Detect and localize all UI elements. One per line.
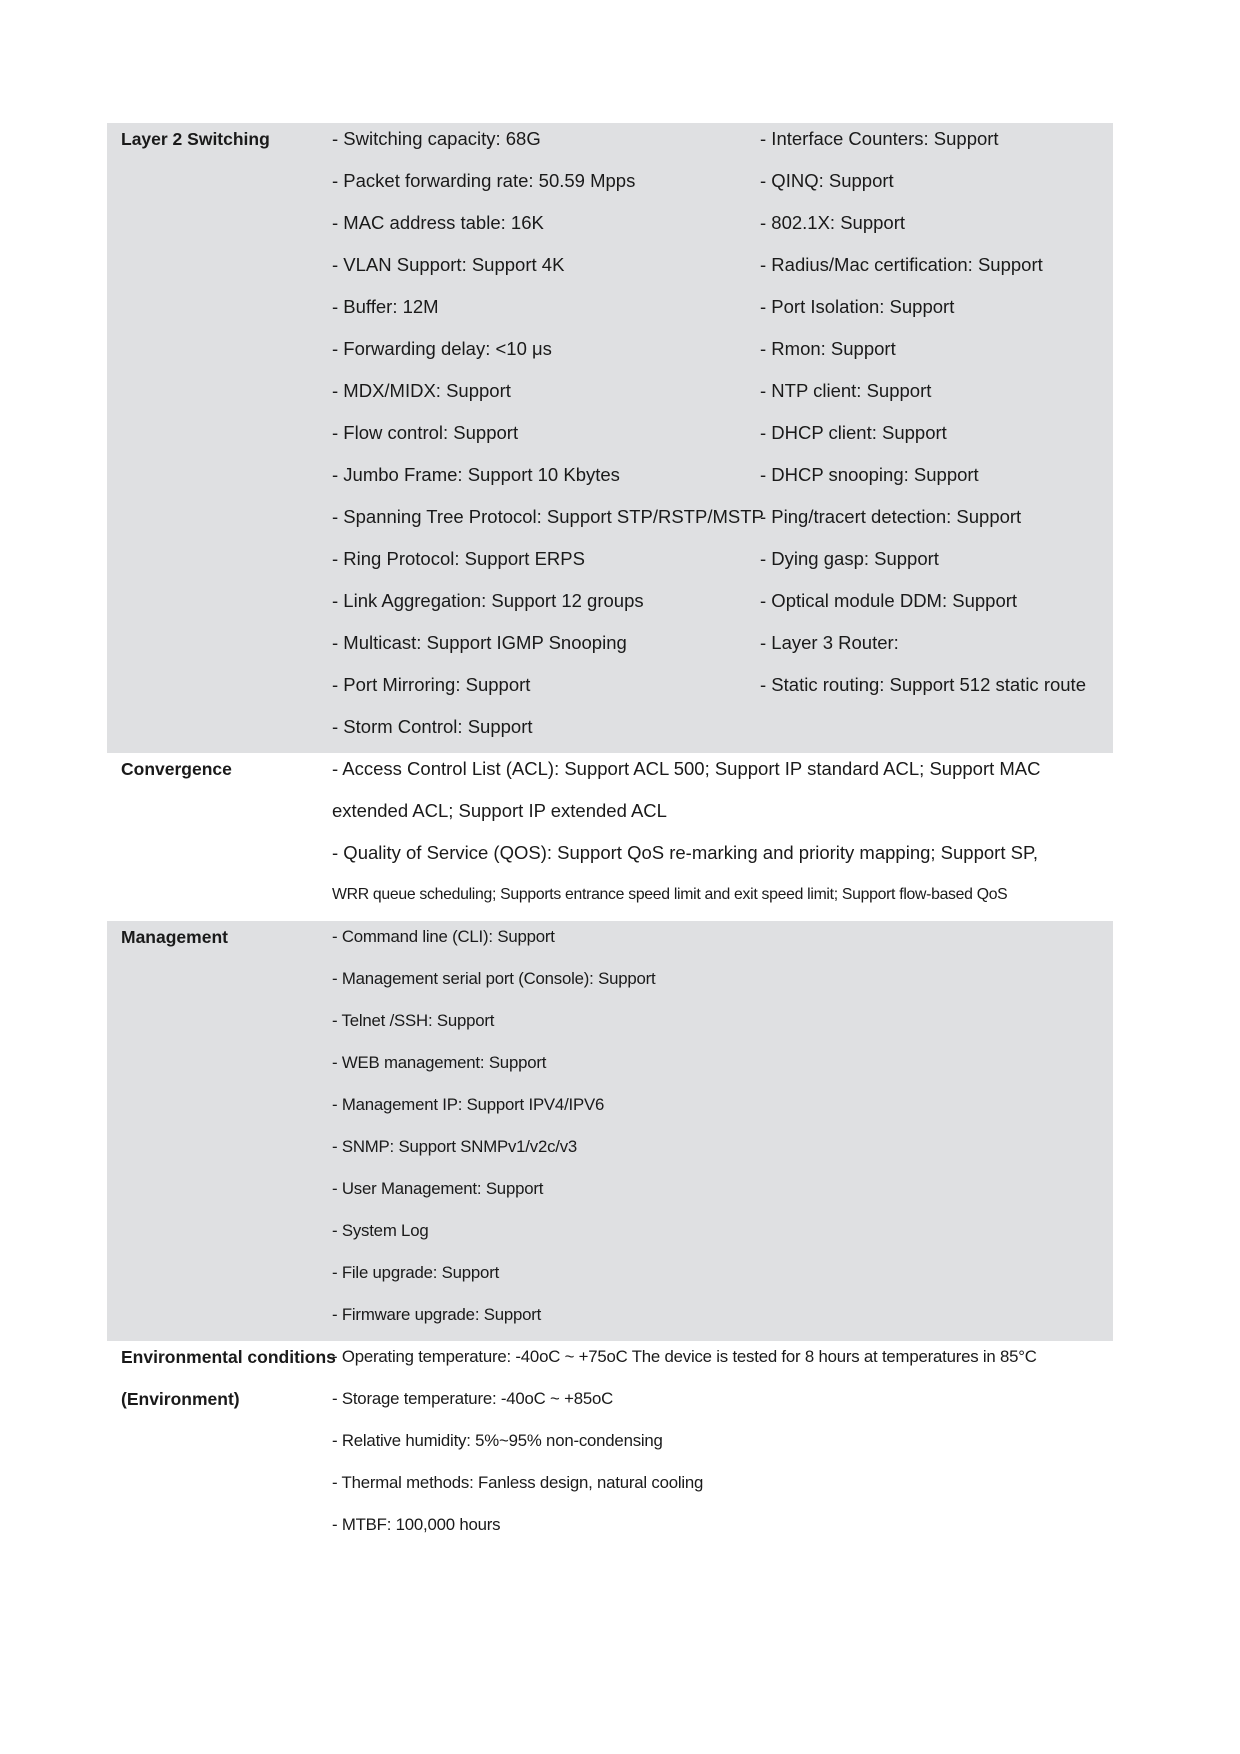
spec-item: - Spanning Tree Protocol: Support STP/RSTP/MSTP (332, 506, 764, 527)
section-environment (107, 1341, 1113, 1551)
section-content (332, 921, 1113, 1341)
spec-item: - Port Isolation: Support (760, 296, 955, 317)
spec-item: - Operating temperature: -40oC ~ +75oC The device is tested for 8 hours at temperatures in 85°C (332, 1347, 1037, 1366)
spec-item: - Multicast: Support IGMP Snooping (332, 632, 627, 653)
spec-item: - WEB management: Support (332, 1053, 547, 1072)
section-content (332, 123, 1113, 753)
section-label-line: (Environment) (121, 1389, 240, 1409)
spec-item: - Buffer: 12M (332, 296, 439, 317)
spec-item: - System Log (332, 1221, 429, 1240)
spec-item: - MTBF: 100,000 hours (332, 1515, 501, 1534)
spec-item: - Flow control: Support (332, 422, 519, 443)
spec-item: - Access Control List (ACL): Support ACL 500; Support IP standard ACL; Support MAC (332, 758, 1041, 779)
section-label (107, 753, 332, 921)
spec-item: - Switching capacity: 68G (332, 128, 541, 149)
section-content (332, 1341, 1113, 1551)
spec-item: - VLAN Support: Support 4K (332, 254, 565, 275)
section-label-line: Layer 2 Switching (121, 129, 270, 149)
spec-item: extended ACL; Support IP extended ACL (332, 800, 667, 821)
spec-item: - Radius/Mac certification: Support (760, 254, 1043, 275)
section-label (107, 921, 332, 1341)
spec-item: - Link Aggregation: Support 12 groups (332, 590, 644, 611)
spec-item: - Port Mirroring: Support (332, 674, 531, 695)
spec-item: - Dying gasp: Support (760, 548, 939, 569)
section-convergence (107, 753, 1113, 921)
spec-item: - Storm Control: Support (332, 716, 533, 737)
spec-item: - Static routing: Support 512 static route (760, 674, 1086, 695)
spec-item: - QINQ: Support (760, 170, 894, 191)
section-label (107, 1341, 336, 1551)
spec-item: - Telnet /SSH: Support (332, 1011, 495, 1030)
spec-item: - Interface Counters: Support (760, 128, 999, 149)
spec-item: - MDX/MIDX: Support (332, 380, 511, 401)
spec-item: - Jumbo Frame: Support 10 Kbytes (332, 464, 620, 485)
spec-column-right (760, 123, 1113, 753)
spec-item: - Ping/tracert detection: Support (760, 506, 1022, 527)
section-label-line: Environmental conditions (121, 1347, 336, 1367)
spec-item: - SNMP: Support SNMPv1/v2c/v3 (332, 1137, 578, 1156)
spec-item: - Relative humidity: 5%~95% non-condensing (332, 1431, 663, 1450)
spec-item: - Optical module DDM: Support (760, 590, 1018, 611)
spec-item: - Forwarding delay: <10 μs (332, 338, 552, 359)
section-label-line: Convergence (121, 759, 232, 779)
section-label (107, 123, 332, 753)
section-content (332, 753, 1113, 921)
spec-item: - DHCP client: Support (760, 422, 947, 443)
spec-item: - DHCP snooping: Support (760, 464, 979, 485)
spec-item: - Command line (CLI): Support (332, 927, 555, 946)
section-layer2-switching (107, 123, 1113, 753)
section-label-line: Management (121, 927, 228, 947)
spec-item: - MAC address table: 16K (332, 212, 544, 233)
spec-item: - Rmon: Support (760, 338, 896, 359)
spec-item: - NTP client: Support (760, 380, 932, 401)
spec-item: - File upgrade: Support (332, 1263, 500, 1282)
spec-item: WRR queue scheduling; Supports entrance speed limit and exit speed limit; Support flow-based QoS (332, 886, 1008, 903)
spec-item: - Packet forwarding rate: 50.59 Mpps (332, 170, 636, 191)
spec-item: - Storage temperature: -40oC ~ +85oC (332, 1389, 614, 1408)
spec-item: - 802.1X: Support (760, 212, 906, 233)
spec-item: - Layer 3 Router: (760, 632, 899, 653)
spec-item: - User Management: Support (332, 1179, 544, 1198)
spec-column-left (332, 123, 764, 753)
spec-item: - Ring Protocol: Support ERPS (332, 548, 585, 569)
spec-item: - Firmware upgrade: Support (332, 1305, 542, 1324)
spec-item: - Quality of Service (QOS): Support QoS re-marking and priority mapping; Support SP, (332, 842, 1039, 863)
spec-item: - Management IP: Support IPV4/IPV6 (332, 1095, 605, 1114)
spec-item: - Management serial port (Console): Support (332, 969, 656, 988)
section-management (107, 921, 1113, 1341)
spec-table (107, 123, 1113, 1551)
spec-item: - Thermal methods: Fanless design, natural cooling (332, 1473, 704, 1492)
